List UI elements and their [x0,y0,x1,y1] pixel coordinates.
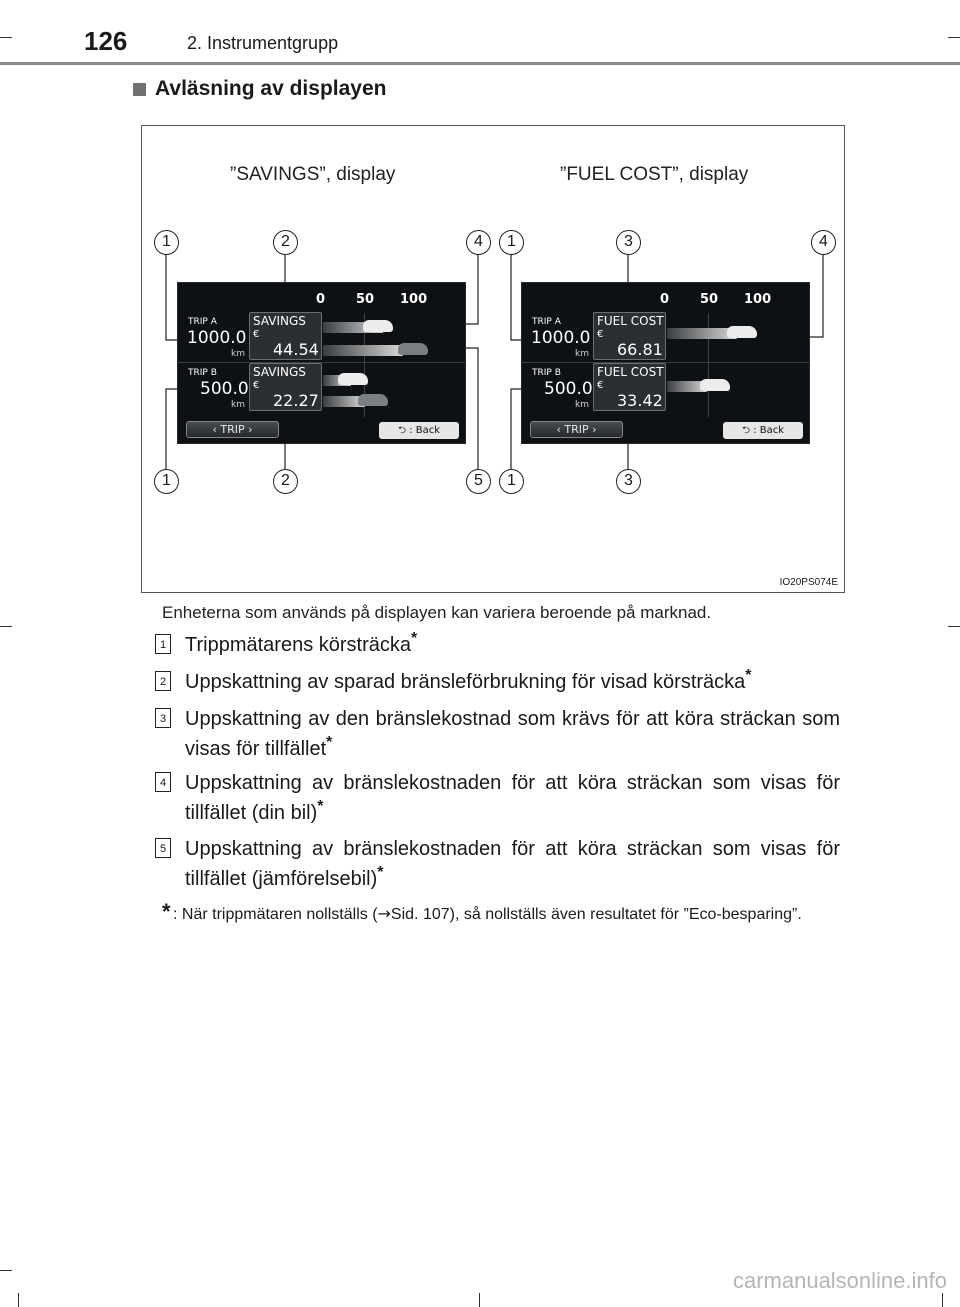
callout-2: 2 [273,469,298,494]
savings-box-b [249,363,322,411]
savings-caption: ”SAVINGS”, display [230,164,396,185]
car-icon [727,326,757,338]
car-icon [363,320,393,332]
trip-a-label: TRIP A [188,317,217,327]
callout-4: 4 [466,230,491,255]
currency: € [253,329,260,340]
scale-label: 50 [356,292,375,307]
back-button[interactable] [723,422,803,439]
item-text-body: Uppskattning av bränslekostnaden för att köra sträckan som visas för tillfället (jämförelsebil) [185,838,840,890]
back-button-label: : Back [753,425,785,436]
callout-1: 1 [499,469,524,494]
trip-button-label: TRIP [220,423,245,436]
callout-3: 3 [616,469,641,494]
crop-mark [479,1293,480,1307]
section-heading [133,77,386,101]
item-text [185,768,840,828]
amount: 22.27 [273,391,319,410]
savings-box-a [249,312,322,360]
amount: 44.54 [273,340,319,359]
trip-b-label: TRIP B [532,368,561,378]
item-text-body: Trippmätarens körsträcka [185,634,411,656]
crop-mark [942,1293,943,1307]
trip-b-unit: km [575,400,589,410]
scale-label: 100 [744,292,772,307]
footnote-text-before: : När trippmätaren nollställs ( [173,906,378,923]
figure-id: IO20PS074E [779,577,838,588]
currency: € [253,380,260,391]
arrow-right-icon: → [377,904,391,923]
footnote-text [173,900,841,929]
car-icon [338,373,368,385]
footnote-text-after: Sid. 107), så nollställs även resultatet för ”Eco-besparing”. [390,906,802,923]
footnote-star: * [162,899,171,924]
crop-mark [948,626,960,627]
scale-label: 0 [660,292,670,307]
crop-mark [0,626,12,627]
item-text-body: Uppskattning av sparad bränsleförbrukning för visad körsträcka [185,671,746,693]
car-icon [700,379,730,391]
callout-1: 1 [154,469,179,494]
chapter-title: 2. Instrumentgrupp [187,33,339,53]
fuel-cost-box-b [593,363,666,411]
callout-5: 5 [466,469,491,494]
chevron-right-icon: › [248,423,253,436]
trip-switch-button[interactable] [186,421,279,438]
asterisk: * [317,798,324,815]
trip-b-unit: km [231,400,245,410]
box-label: FUEL COST [597,365,664,379]
trip-a-unit: km [575,349,589,359]
box-label: SAVINGS [253,314,306,328]
car-icon [358,394,388,406]
callout-4: 4 [811,230,836,255]
market-note: Enheterna som används på displayen kan variera beroende på marknad. [162,603,712,622]
scale-label: 100 [400,292,428,307]
currency: € [597,329,604,340]
item-number: 3 [155,708,171,728]
header-rule [0,62,960,65]
scale-label: 0 [316,292,326,307]
callout-2: 2 [273,230,298,255]
return-arrow-icon: ⮌ [741,425,750,436]
back-button-label: : Back [409,425,441,436]
trip-a-distance: 1000.0 [531,328,591,348]
item-number: 4 [155,772,171,792]
car-icon [398,343,428,355]
asterisk: * [745,667,752,684]
fuel-cost-box-a [593,312,666,360]
item-text-body: Uppskattning av den bränslekostnad som krävs för att köra sträckan som visas för tillfället [185,708,840,760]
callout-1: 1 [499,230,524,255]
crop-mark [0,37,12,38]
fuel-cost-caption: ”FUEL COST”, display [560,164,749,185]
item-text-body: Uppskattning av bränslekostnaden för att köra sträckan som visas för tillfället (din bil) [185,772,840,824]
trip-a-unit: km [231,349,245,359]
back-button[interactable] [379,422,459,439]
currency: € [597,380,604,391]
watermark: carmanualsonline.info [732,1268,947,1293]
crop-mark [18,1293,19,1307]
chevron-right-icon: › [592,423,597,436]
square-bullet-icon [133,83,146,96]
box-label: FUEL COST [597,314,664,328]
asterisk: * [326,734,333,751]
section-title: Avläsning av displayen [155,77,387,100]
asterisk: * [377,864,384,881]
trip-a-label: TRIP A [532,317,561,327]
asterisk: * [411,630,418,647]
page-number: 126 [84,26,128,56]
trip-a-distance: 1000.0 [187,328,247,348]
item-text [185,630,840,660]
item-number: 5 [155,838,171,858]
callout-1: 1 [154,230,179,255]
trip-button-label: TRIP [564,423,589,436]
trip-switch-button[interactable] [530,421,623,438]
box-label: SAVINGS [253,365,306,379]
callout-3: 3 [616,230,641,255]
item-number: 2 [155,671,171,691]
display-figure [141,125,845,593]
item-text [185,704,840,764]
item-number: 1 [155,634,171,654]
crop-mark [948,37,960,38]
fuel-cost-screen [521,282,810,444]
amount: 33.42 [617,391,663,410]
item-text [185,834,840,894]
savings-screen [177,282,466,444]
amount: 66.81 [617,340,663,359]
trip-b-label: TRIP B [188,368,217,378]
trip-b-distance: 500.0 [200,379,249,399]
crop-mark [0,1270,12,1271]
scale-label: 50 [700,292,719,307]
chevron-left-icon: ‹ [556,423,561,436]
return-arrow-icon: ⮌ [397,425,406,436]
item-text [185,667,840,697]
trip-b-distance: 500.0 [544,379,593,399]
chevron-left-icon: ‹ [212,423,217,436]
